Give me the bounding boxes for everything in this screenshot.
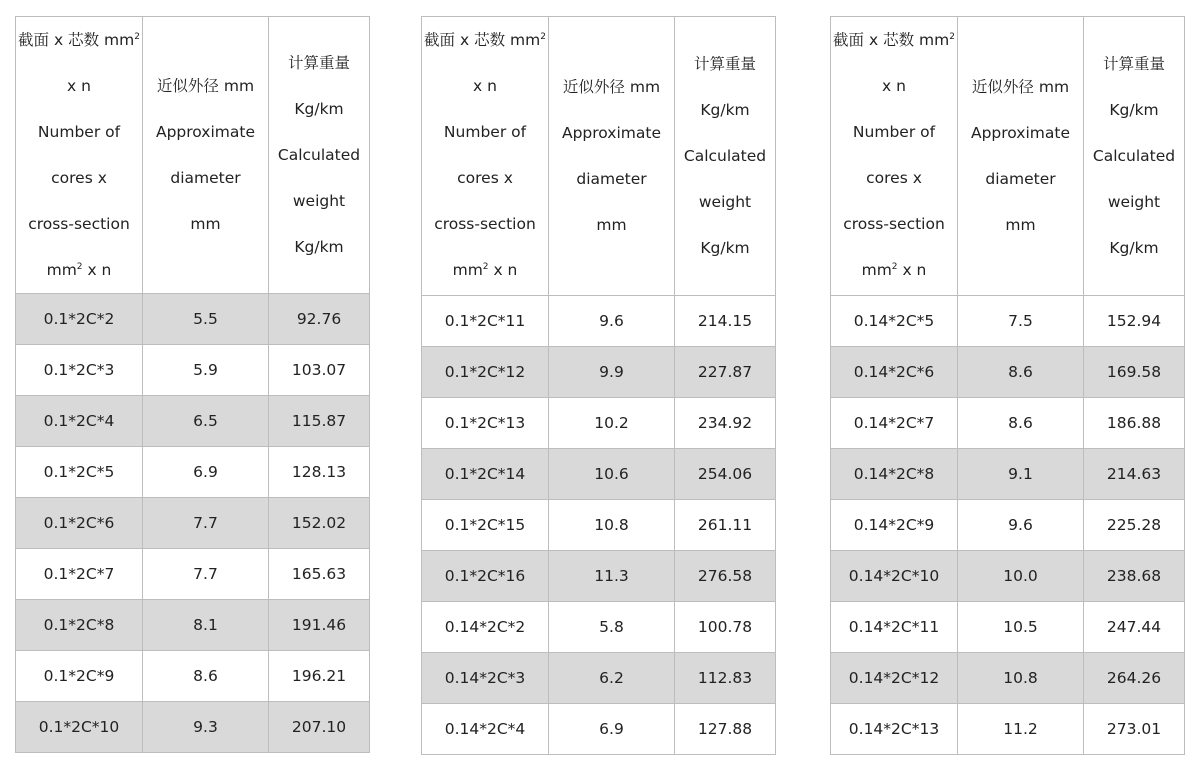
header-cross-section: 截面 x 芯数 $mm^2$ x n Number of cores x cross-section $mm^2$ x n — [831, 17, 958, 296]
header-diameter: 近似外径 mm Approximate diameter mm — [958, 17, 1084, 296]
cell-weight: 100.78 — [675, 602, 776, 653]
cell-diameter: 9.6 — [958, 500, 1084, 551]
cable-spec-table-2 — [421, 16, 776, 755]
cell-diameter: 9.6 — [549, 296, 675, 347]
cell-weight: 247.44 — [1084, 602, 1185, 653]
cell-diameter: 10.0 — [958, 551, 1084, 602]
cell-diameter: 6.9 — [549, 704, 675, 755]
table-row — [831, 602, 1185, 653]
cell-diameter: 6.2 — [549, 653, 675, 704]
cell-spec: 0.14*2C*10 — [831, 551, 958, 602]
table-row — [422, 653, 776, 704]
cell-spec: 0.14*2C*13 — [831, 704, 958, 755]
cell-spec: 0.1*2C*12 — [422, 347, 549, 398]
cell-spec: 0.14*2C*3 — [422, 653, 549, 704]
cell-spec: 0.1*2C*4 — [16, 396, 143, 447]
header-weight: 计算重量 Kg/km Calculated weight Kg/km — [269, 17, 370, 294]
cell-spec: 0.14*2C*2 — [422, 602, 549, 653]
cell-weight: 112.83 — [675, 653, 776, 704]
header-cross-section: 截面 x 芯数 $mm^2$ x n Number of cores x cross-section $mm^2$ x n — [422, 17, 549, 296]
cell-diameter: 5.5 — [143, 294, 269, 345]
table-row — [16, 498, 370, 549]
cell-spec: 0.1*2C*3 — [16, 345, 143, 396]
cell-diameter: 10.2 — [549, 398, 675, 449]
cell-diameter: 11.2 — [958, 704, 1084, 755]
cell-weight: 103.07 — [269, 345, 370, 396]
cell-diameter: 10.8 — [549, 500, 675, 551]
cell-spec: 0.1*2C*16 — [422, 551, 549, 602]
cable-spec-table-1 — [15, 16, 370, 753]
cell-diameter: 8.6 — [958, 347, 1084, 398]
cell-weight: 276.58 — [675, 551, 776, 602]
table-row — [831, 704, 1185, 755]
table-row — [831, 296, 1185, 347]
cell-spec: 0.1*2C*5 — [16, 447, 143, 498]
cable-spec-table-3 — [830, 16, 1185, 755]
cell-spec: 0.14*2C*9 — [831, 500, 958, 551]
cell-spec: 0.14*2C*4 — [422, 704, 549, 755]
cell-weight: 214.63 — [1084, 449, 1185, 500]
cell-weight: 165.63 — [269, 549, 370, 600]
cell-weight: 128.13 — [269, 447, 370, 498]
cell-weight: 127.88 — [675, 704, 776, 755]
header-row — [831, 17, 1185, 296]
table-row — [16, 702, 370, 753]
cell-diameter: 5.8 — [549, 602, 675, 653]
cell-spec: 0.1*2C*9 — [16, 651, 143, 702]
table-row — [422, 500, 776, 551]
cell-spec: 0.14*2C*7 — [831, 398, 958, 449]
cell-spec: 0.14*2C*5 — [831, 296, 958, 347]
cell-diameter: 7.7 — [143, 549, 269, 600]
header-cross-section: 截面 x 芯数 $mm^2$ x n Number of cores x cross-section $mm^2$ x n — [16, 17, 143, 294]
cell-spec: 0.1*2C*8 — [16, 600, 143, 651]
cell-spec: 0.14*2C*6 — [831, 347, 958, 398]
cell-diameter: 6.9 — [143, 447, 269, 498]
cell-diameter: 5.9 — [143, 345, 269, 396]
cell-weight: 92.76 — [269, 294, 370, 345]
cell-diameter: 9.3 — [143, 702, 269, 753]
table-row — [422, 449, 776, 500]
cell-spec: 0.1*2C*10 — [16, 702, 143, 753]
table-row — [16, 549, 370, 600]
cell-weight: 264.26 — [1084, 653, 1185, 704]
cell-diameter: 8.6 — [958, 398, 1084, 449]
cell-weight: 254.06 — [675, 449, 776, 500]
cell-spec: 0.14*2C*11 — [831, 602, 958, 653]
table-row — [422, 551, 776, 602]
cell-spec: 0.1*2C*11 — [422, 296, 549, 347]
cell-weight: 273.01 — [1084, 704, 1185, 755]
table-row — [16, 447, 370, 498]
cell-diameter: 10.5 — [958, 602, 1084, 653]
table-row — [831, 500, 1185, 551]
cell-spec: 0.14*2C*12 — [831, 653, 958, 704]
table-row — [831, 551, 1185, 602]
cell-weight: 186.88 — [1084, 398, 1185, 449]
table-row — [422, 704, 776, 755]
cell-spec: 0.14*2C*8 — [831, 449, 958, 500]
header-row — [422, 17, 776, 296]
cell-weight: 234.92 — [675, 398, 776, 449]
cell-weight: 169.58 — [1084, 347, 1185, 398]
cell-weight: 261.11 — [675, 500, 776, 551]
cell-diameter: 11.3 — [549, 551, 675, 602]
cell-weight: 238.68 — [1084, 551, 1185, 602]
header-weight: 计算重量 Kg/km Calculated weight Kg/km — [675, 17, 776, 296]
cell-weight: 207.10 — [269, 702, 370, 753]
cell-weight: 225.28 — [1084, 500, 1185, 551]
cell-weight: 214.15 — [675, 296, 776, 347]
cell-diameter: 9.9 — [549, 347, 675, 398]
header-row — [16, 17, 370, 294]
header-weight: 计算重量 Kg/km Calculated weight Kg/km — [1084, 17, 1185, 296]
header-diameter: 近似外径 mm Approximate diameter mm — [549, 17, 675, 296]
cell-weight: 115.87 — [269, 396, 370, 447]
cell-weight: 152.94 — [1084, 296, 1185, 347]
table-row — [831, 398, 1185, 449]
cell-spec: 0.1*2C*14 — [422, 449, 549, 500]
table-row — [16, 345, 370, 396]
cell-diameter: 10.6 — [549, 449, 675, 500]
cell-weight: 191.46 — [269, 600, 370, 651]
cell-diameter: 7.7 — [143, 498, 269, 549]
cell-diameter: 9.1 — [958, 449, 1084, 500]
cell-diameter: 6.5 — [143, 396, 269, 447]
cell-spec: 0.1*2C*6 — [16, 498, 143, 549]
cell-weight: 227.87 — [675, 347, 776, 398]
table-row — [831, 347, 1185, 398]
table-row — [422, 347, 776, 398]
cell-weight: 152.02 — [269, 498, 370, 549]
table-row — [16, 600, 370, 651]
table-row — [831, 449, 1185, 500]
table-row — [422, 398, 776, 449]
table-row — [16, 651, 370, 702]
header-diameter: 近似外径 mm Approximate diameter mm — [143, 17, 269, 294]
table-row — [16, 396, 370, 447]
cell-weight: 196.21 — [269, 651, 370, 702]
cell-spec: 0.1*2C*13 — [422, 398, 549, 449]
cell-diameter: 10.8 — [958, 653, 1084, 704]
table-row — [422, 602, 776, 653]
cell-diameter: 7.5 — [958, 296, 1084, 347]
table-row — [16, 294, 370, 345]
table-row — [831, 653, 1185, 704]
cell-spec: 0.1*2C*15 — [422, 500, 549, 551]
cell-diameter: 8.1 — [143, 600, 269, 651]
table-row — [422, 296, 776, 347]
cell-spec: 0.1*2C*7 — [16, 549, 143, 600]
cell-diameter: 8.6 — [143, 651, 269, 702]
cell-spec: 0.1*2C*2 — [16, 294, 143, 345]
